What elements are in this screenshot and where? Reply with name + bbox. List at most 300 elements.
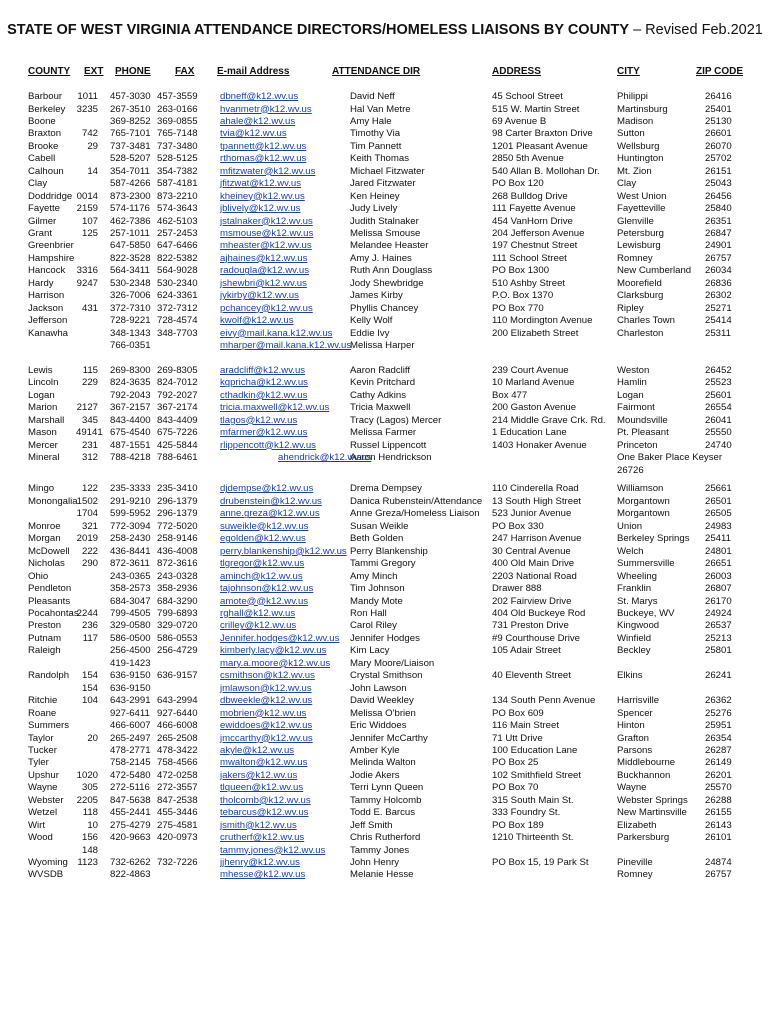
email-link[interactable]: ewiddoes@k12.wv.us bbox=[220, 720, 313, 731]
cell-ext: 290 bbox=[81, 558, 98, 570]
cell-addr: 110 Mordington Avenue bbox=[492, 315, 593, 327]
email-link[interactable]: rlippencott@k12.wv.us bbox=[220, 439, 316, 451]
cell-addr: 98 Carter Braxton Drive bbox=[492, 128, 593, 140]
cell-zip: 26501 bbox=[705, 495, 732, 507]
email-link[interactable]: ahale@k12.wv.us bbox=[220, 115, 296, 127]
table-row bbox=[0, 745, 770, 757]
table-row bbox=[0, 757, 770, 769]
cell-fax: 372-7312 bbox=[157, 302, 198, 314]
email-link[interactable]: mobrien@k12.wv.us bbox=[220, 707, 307, 719]
email-link[interactable]: tricia.maxwell@k12.wv.us bbox=[220, 402, 330, 414]
cell-phone: 636-9150 bbox=[110, 682, 151, 694]
table-row bbox=[0, 265, 770, 277]
cell-fax: 269-8305 bbox=[157, 364, 198, 376]
cell-phone: 462-7386 bbox=[110, 215, 151, 227]
cell-zip: 26070 bbox=[705, 140, 732, 152]
cell-ext: 1123 bbox=[77, 857, 98, 868]
cell-dir: Susan Weikle bbox=[350, 520, 409, 532]
cell-county: Summers bbox=[28, 720, 70, 731]
table-row bbox=[0, 869, 770, 881]
email-link[interactable]: jykirby@k12.wv.us bbox=[220, 290, 299, 302]
cell-addr: 1210 Thirteenth St. bbox=[492, 832, 574, 844]
cell-addr: 197 Chestnut Street bbox=[492, 240, 578, 252]
email-link[interactable]: kgpricha@k12.wv.us bbox=[220, 377, 308, 389]
cell-dir: David Neff bbox=[350, 91, 395, 102]
cell-city: Moundsville bbox=[617, 414, 668, 426]
cell-county: Wetzel bbox=[28, 807, 58, 819]
cell-ext: 229 bbox=[81, 377, 98, 389]
cell-fax: 728-4574 bbox=[157, 315, 198, 327]
page-title bbox=[0, 22, 770, 38]
cell-city: Williamson bbox=[617, 483, 664, 495]
cell-phone: 455-2441 bbox=[110, 807, 151, 819]
email-link[interactable]: jblively@k12.wv.us bbox=[220, 203, 301, 214]
cell-dir: Carol Riley bbox=[350, 620, 397, 632]
cell-county: Webster bbox=[28, 794, 64, 806]
cell-ext: 2205 bbox=[76, 794, 98, 806]
cell-dir: Michael Fitzwater bbox=[350, 165, 425, 177]
cell-city: Elizabeth bbox=[617, 819, 657, 831]
cell-ext: 107 bbox=[81, 215, 98, 227]
table-row bbox=[0, 116, 770, 128]
cell-zip: 25661 bbox=[705, 483, 732, 495]
email-link[interactable]: tlagos@k12.wv.us bbox=[220, 414, 298, 426]
cell-city: Summersville bbox=[617, 558, 675, 570]
cell-addr: 100 Education Lane bbox=[492, 744, 578, 756]
cell-fax: 354-7382 bbox=[157, 165, 198, 177]
email-link[interactable]: tlqueen@k12.wv.us bbox=[220, 782, 304, 794]
cell-county: Morgan bbox=[28, 533, 61, 545]
cell-phone: 530-2348 bbox=[110, 277, 151, 289]
cell-dir: Jennifer Hodges bbox=[350, 632, 420, 644]
cell-zip: 24874 bbox=[705, 857, 732, 868]
email-link[interactable]: tajohnson@k12.wv.us bbox=[220, 583, 314, 594]
email-link[interactable]: aminch@k12.wv.us bbox=[220, 570, 303, 582]
cell-county: Tyler bbox=[28, 757, 49, 769]
table-row bbox=[0, 546, 770, 558]
email-link[interactable]: Jennifer.hodges@k12.wv.us bbox=[220, 632, 340, 644]
cell-city: Martinsburg bbox=[617, 103, 668, 115]
email-link[interactable]: mfarmer@k12.wv.us bbox=[220, 427, 308, 439]
cell-fax: 272-3557 bbox=[157, 782, 198, 794]
cell-zip: 24801 bbox=[705, 545, 732, 557]
cell-county: Hampshire bbox=[28, 252, 75, 264]
cell-addr: 111 Fayette Avenue bbox=[492, 203, 576, 214]
email-link[interactable]: drubenstein@k12.wv.us bbox=[220, 495, 322, 507]
cell-county: Brooke bbox=[28, 140, 59, 152]
cell-phone: 675-4540 bbox=[110, 427, 151, 439]
cell-ext: 1011 bbox=[77, 91, 98, 102]
cell-zip: 25213 bbox=[705, 632, 732, 644]
cell-zip: 26151 bbox=[705, 165, 732, 177]
cell-phone: 927-6411 bbox=[110, 707, 150, 719]
table-row bbox=[0, 402, 770, 414]
email-link[interactable]: rthomas@k12.wv.us bbox=[220, 153, 307, 165]
email-link[interactable]: cthadkin@k12.wv.us bbox=[220, 389, 308, 401]
cell-addr: Box 477 bbox=[492, 389, 528, 401]
cell-zip: 24740 bbox=[705, 439, 732, 451]
email-link[interactable]: tammy.jones@k12.wv.us bbox=[220, 844, 326, 856]
header-address: ADDRESS bbox=[492, 66, 541, 77]
email-link[interactable]: mwalton@k12.wv.us bbox=[220, 757, 308, 769]
cell-dir: Hal Van Metre bbox=[350, 103, 411, 115]
cell-dir: Tricia Maxwell bbox=[350, 402, 411, 414]
cell-fax: 586-0553 bbox=[157, 632, 198, 644]
cell-ext: 312 bbox=[81, 452, 98, 463]
table-row bbox=[0, 708, 770, 720]
cell-fax: 472-0258 bbox=[157, 769, 198, 781]
cell-dir: Mary Moore/Liaison bbox=[350, 657, 435, 669]
cell-fax: 822-5382 bbox=[157, 252, 198, 264]
cell-county: Tucker bbox=[28, 744, 57, 756]
cell-phone: 466-6007 bbox=[110, 720, 151, 731]
cell-zip: 25570 bbox=[705, 782, 732, 794]
email-link[interactable]: jmlawson@k12.wv.us bbox=[220, 682, 312, 694]
cell-fax: 799-6893 bbox=[157, 608, 198, 619]
cell-city: New Cumberland bbox=[617, 265, 692, 277]
table-row bbox=[0, 153, 770, 165]
table-row bbox=[0, 240, 770, 252]
cell-ext: 49141 bbox=[76, 427, 103, 439]
cell-county: McDowell bbox=[28, 545, 70, 557]
cell-county: Hardy bbox=[28, 277, 54, 289]
cell-county: Fayette bbox=[28, 203, 60, 214]
cell-fax: 574-3643 bbox=[157, 203, 198, 214]
email-link[interactable]: msmouse@k12.wv.us bbox=[220, 227, 314, 239]
cell-addr: 268 Bulldog Drive bbox=[492, 190, 568, 202]
cell-zip: 25601 bbox=[705, 389, 732, 401]
table-row bbox=[0, 558, 770, 570]
table-row bbox=[0, 465, 770, 477]
cell-fax: 732-7226 bbox=[157, 857, 198, 868]
cell-phone: 420-9663 bbox=[110, 832, 151, 844]
cell-fax: 737-3480 bbox=[157, 140, 198, 152]
cell-zip: 26757 bbox=[705, 869, 732, 881]
cell-zip: 26456 bbox=[705, 190, 732, 202]
email-link[interactable]: dbweekle@k12.wv.us bbox=[220, 695, 313, 707]
cell-phone: 758-2145 bbox=[110, 757, 151, 769]
cell-zip: 25043 bbox=[705, 178, 732, 190]
cell-dir: John Lawson bbox=[350, 682, 407, 694]
cell-addr: PO Box 70 bbox=[492, 782, 539, 794]
cell-ext: 2244 bbox=[76, 608, 98, 619]
cell-zip: 25550 bbox=[705, 427, 732, 439]
email-link[interactable]: tvia@k12.wv.us bbox=[220, 128, 287, 140]
cell-zip: 26351 bbox=[705, 215, 732, 227]
cell-dir: Judy Lively bbox=[350, 203, 398, 214]
email-link[interactable]: radougla@k12.wv.us bbox=[220, 265, 310, 277]
cell-ext: 742 bbox=[81, 128, 98, 140]
cell-fax: 758-4566 bbox=[157, 757, 198, 769]
cell-dir: Beth Golden bbox=[350, 533, 404, 545]
email-link[interactable]: tpannett@k12.wv.us bbox=[220, 140, 307, 152]
cell-dir: Drema Dempsey bbox=[350, 483, 422, 495]
cell-addr: 40 Eleventh Street bbox=[492, 670, 571, 682]
email-link[interactable]: crilley@k12.wv.us bbox=[220, 620, 297, 632]
cell-city: Parsons bbox=[617, 744, 653, 756]
cell-dir: Eddie Ivy bbox=[350, 327, 390, 339]
table-row bbox=[0, 315, 770, 327]
cell-dir: Amber Kyle bbox=[350, 744, 400, 756]
table-row bbox=[0, 340, 770, 352]
cell-county: Hancock bbox=[28, 265, 66, 277]
cell-city: Elkins bbox=[617, 670, 643, 682]
cell-ext: 117 bbox=[82, 632, 98, 644]
email-link[interactable]: kimberly.lacy@k12.wv.us bbox=[220, 645, 327, 657]
cell-city: Berkeley Springs bbox=[617, 533, 690, 545]
cell-phone: 267-3510 bbox=[110, 103, 151, 115]
cell-addr: 45 School Street bbox=[492, 91, 563, 102]
cell-city: West Union bbox=[617, 190, 667, 202]
cell-addr: 404 Old Buckeye Rod bbox=[492, 608, 586, 619]
header-email: E-mail Address bbox=[217, 66, 290, 77]
email-link[interactable]: jshewbri@k12.wv.us bbox=[220, 277, 307, 289]
cell-zip: 26143 bbox=[705, 819, 732, 831]
email-link[interactable]: tlgregor@k12.wv.us bbox=[220, 558, 305, 570]
cell-fax: 256-4729 bbox=[157, 645, 198, 657]
email-link[interactable]: jakers@k12.wv.us bbox=[220, 769, 298, 781]
cell-phone: 235-3333 bbox=[110, 483, 151, 495]
cell-fax: 296-1379 bbox=[157, 508, 198, 520]
email-link[interactable]: eivy@mail.kana.k12.wv.us bbox=[220, 327, 333, 339]
cell-addr: 71 Utt Drive bbox=[492, 732, 543, 744]
cell-dir: Jodie Akers bbox=[350, 769, 400, 781]
cell-zip: 26601 bbox=[705, 128, 732, 140]
cell-addr: 1201 Pleasant Avenue bbox=[492, 140, 588, 152]
cell-addr: 523 Junior Avenue bbox=[492, 508, 572, 520]
cell-ext: 2127 bbox=[76, 402, 98, 414]
cell-zip: 25401 bbox=[705, 103, 732, 115]
cell-phone: 436-8441 bbox=[110, 545, 151, 557]
cell-zip: 26034 bbox=[705, 265, 732, 277]
cell-county: Raleigh bbox=[28, 645, 61, 657]
email-link[interactable]: pchancey@k12.wv.us bbox=[220, 302, 313, 314]
email-link[interactable]: csmithson@k12.wv.us bbox=[220, 670, 315, 682]
cell-fax: 792-2027 bbox=[157, 389, 198, 401]
table-row bbox=[0, 633, 770, 645]
cell-dir: Judith Stalnaker bbox=[350, 215, 419, 227]
cell-county: Lincoln bbox=[28, 377, 59, 389]
table-row bbox=[0, 670, 770, 682]
cell-county: Mineral bbox=[28, 452, 60, 463]
table-row bbox=[0, 178, 770, 190]
cell-fax: 478-3422 bbox=[157, 744, 198, 756]
cell-dir: Tracy (Lagos) Mercer bbox=[350, 414, 442, 426]
table-row bbox=[0, 620, 770, 632]
cell-ext: 122 bbox=[81, 483, 98, 495]
cell-phone: 291-9210 bbox=[110, 495, 151, 507]
cell-dir: Tammi Gregory bbox=[350, 558, 416, 570]
email-link[interactable]: mary.a.moore@k12.wv.us bbox=[220, 657, 331, 669]
email-link[interactable]: djdempse@k12.wv.us bbox=[220, 483, 314, 495]
cell-fax: 788-6461 bbox=[157, 452, 198, 463]
cell-zip: 26101 bbox=[705, 832, 732, 844]
cell-city: Fayetteville bbox=[617, 203, 666, 214]
email-link[interactable]: kwolf@k12.wv.us bbox=[220, 315, 294, 327]
cell-county: Calhoun bbox=[28, 165, 64, 177]
email-link[interactable]: tholcomb@k12.wv.us bbox=[220, 794, 311, 806]
cell-dir: James Kirby bbox=[350, 290, 403, 302]
email-link[interactable]: anne.greza@k12.wv.us bbox=[220, 508, 320, 520]
cell-phone: 258-2430 bbox=[110, 533, 151, 545]
cell-zip: 25311 bbox=[705, 327, 731, 339]
cell-zip: 26537 bbox=[705, 620, 732, 632]
table-row bbox=[0, 377, 770, 389]
cell-phone: 478-2771 bbox=[110, 744, 151, 756]
email-link[interactable]: jstalnaker@k12.wv.us bbox=[220, 215, 313, 227]
cell-phone: 419-1423 bbox=[110, 657, 151, 669]
email-link[interactable]: jmccarthy@k12.wv.us bbox=[220, 732, 313, 744]
cell-dir: Jody Shewbridge bbox=[350, 277, 424, 289]
cell-fax: 587-4181 bbox=[157, 178, 198, 190]
cell-addr: 202 Fairview Drive bbox=[492, 595, 572, 607]
cell-ext: 20 bbox=[87, 732, 98, 744]
cell-county: Randolph bbox=[28, 670, 70, 682]
cell-phone: 799-4505 bbox=[110, 608, 151, 619]
cell-dir: Todd E. Barcus bbox=[350, 807, 416, 819]
cell-city: Weston bbox=[617, 364, 650, 376]
cell-phone: 272-5116 bbox=[110, 782, 150, 794]
cell-addr: 111 School Street bbox=[492, 252, 567, 264]
email-link[interactable]: perry.blankenship@k12.wv.us bbox=[220, 545, 347, 557]
table-row bbox=[0, 496, 770, 508]
table-row bbox=[0, 440, 770, 452]
cell-addr: P.O. Box 1370 bbox=[492, 290, 554, 302]
email-link[interactable]: aradcliff@k12.wv.us bbox=[220, 364, 306, 376]
email-link[interactable]: akyle@k12.wv.us bbox=[220, 744, 295, 756]
email-link[interactable]: mheaster@k12.wv.us bbox=[220, 240, 312, 252]
cell-addr: PO Box 25 bbox=[492, 757, 539, 769]
cell-phone: 684-3047 bbox=[110, 595, 151, 607]
email-link[interactable]: crutherf@k12.wv.us bbox=[220, 832, 305, 844]
cell-addr: 69 Avenue B bbox=[492, 115, 547, 127]
cell-county: Wirt bbox=[28, 819, 46, 831]
cell-city: Union bbox=[617, 520, 643, 532]
cell-zip: 26836 bbox=[705, 277, 732, 289]
cell-phone: 457-3030 bbox=[110, 91, 151, 102]
table-row bbox=[0, 191, 770, 203]
email-link[interactable]: ajhaines@k12.wv.us bbox=[220, 252, 308, 264]
email-link[interactable]: kheiney@k12.wv.us bbox=[220, 190, 305, 202]
cell-zip: 25951 bbox=[705, 720, 732, 731]
cell-dir: Kevin Pritchard bbox=[350, 377, 416, 389]
cell-county: Harrison bbox=[28, 290, 65, 302]
cell-addr: PO Box 1300 bbox=[492, 265, 550, 277]
cell-dir: Jennifer McCarthy bbox=[350, 732, 428, 744]
email-link[interactable]: ahendrick@k12.wv.us bbox=[278, 452, 372, 463]
cell-fax: 466-6008 bbox=[157, 720, 198, 731]
cell-dir: Jeff Smith bbox=[350, 819, 393, 831]
cell-phone: 824-3635 bbox=[110, 377, 151, 389]
cell-fax: 455-3446 bbox=[157, 807, 198, 819]
table-row bbox=[0, 521, 770, 533]
cell-zip: 25523 bbox=[705, 377, 732, 389]
email-link[interactable]: egolden@k12.wv.us bbox=[220, 533, 306, 545]
cell-phone: 765-7101 bbox=[110, 128, 151, 140]
email-link[interactable]: jfitzwat@k12.wv.us bbox=[220, 178, 302, 190]
cell-city: Charleston bbox=[617, 327, 664, 339]
header-city: CITY bbox=[617, 66, 640, 77]
email-link[interactable]: mhesse@k12.wv.us bbox=[220, 869, 306, 881]
cell-ext: 125 bbox=[81, 227, 98, 239]
email-link[interactable]: amote@@k12.wv.us bbox=[220, 595, 309, 607]
cell-addr: 1 Education Lane bbox=[492, 427, 567, 439]
email-link[interactable]: mharper@mail.kana.k12.wv.us bbox=[220, 340, 352, 351]
cell-city: Moorefield bbox=[617, 277, 662, 289]
cell-fax: 257-2453 bbox=[157, 227, 198, 239]
cell-fax: 369-0855 bbox=[157, 115, 198, 127]
cell-fax: 872-3616 bbox=[157, 558, 198, 570]
cell-zip: 26554 bbox=[705, 402, 732, 414]
email-link[interactable]: suweikle@k12.wv.us bbox=[220, 520, 309, 532]
cell-dir: Amy Minch bbox=[350, 570, 398, 582]
cell-phone: 643-2991 bbox=[110, 695, 151, 707]
table-row bbox=[0, 733, 770, 745]
cell-county: Preston bbox=[28, 620, 62, 632]
cell-city: 26726 bbox=[617, 464, 644, 476]
cell-ext: 148 bbox=[81, 844, 98, 856]
email-link[interactable]: hvanmetr@k12.wv.us bbox=[220, 103, 312, 115]
cell-county: WVSDB bbox=[28, 869, 64, 881]
cell-dir: Melissa Harper bbox=[350, 340, 415, 351]
cell-addr: PO Box 770 bbox=[492, 302, 544, 314]
cell-dir: Russel Lippencott bbox=[350, 439, 427, 451]
header-ext: EXT bbox=[84, 66, 104, 77]
cell-city: Middlebourne bbox=[617, 757, 676, 769]
cell-fax: 624-3361 bbox=[157, 290, 198, 302]
cell-dir: Aaron Hendrickson bbox=[350, 452, 432, 463]
cell-city: Charles Town bbox=[617, 315, 675, 327]
cell-county: Roane bbox=[28, 707, 57, 719]
email-link[interactable]: jjhenry@k12.wv.us bbox=[220, 857, 300, 868]
table-row bbox=[0, 203, 770, 215]
cell-fax: 530-2340 bbox=[157, 277, 198, 289]
cell-fax: 436-4008 bbox=[157, 545, 198, 557]
cell-phone: 329-0580 bbox=[110, 620, 151, 632]
table-row bbox=[0, 253, 770, 265]
cell-phone: 265-2497 bbox=[110, 732, 151, 744]
cell-dir: John Henry bbox=[350, 857, 400, 868]
cell-phone: 367-2157 bbox=[110, 402, 151, 414]
cell-dir: Ruth Ann Douglass bbox=[350, 265, 433, 277]
cell-ext: 104 bbox=[81, 695, 98, 707]
email-link[interactable]: mfitzwater@k12.wv.us bbox=[220, 165, 316, 177]
cell-fax: 265-2508 bbox=[157, 732, 198, 744]
cell-city: Beckley bbox=[617, 645, 651, 657]
cell-county: Mingo bbox=[28, 483, 55, 495]
cell-phone: 599-5952 bbox=[110, 508, 151, 520]
email-link[interactable]: dbneff@k12.wv.us bbox=[220, 91, 299, 102]
cell-zip: 26416 bbox=[705, 91, 732, 102]
email-link[interactable]: rghall@k12.wv.us bbox=[220, 608, 296, 619]
cell-city: Grafton bbox=[617, 732, 649, 744]
cell-county: Marion bbox=[28, 402, 58, 414]
cell-addr: 510 Ashby Street bbox=[492, 277, 566, 289]
cell-fax: 927-6440 bbox=[157, 707, 198, 719]
table-row bbox=[0, 683, 770, 695]
cell-phone: 822-4863 bbox=[110, 869, 151, 881]
cell-phone: 732-6262 bbox=[110, 857, 151, 868]
cell-city: Philippi bbox=[617, 91, 648, 102]
cell-ext: 222 bbox=[81, 545, 98, 557]
cell-addr: 333 Foundry St. bbox=[492, 807, 561, 819]
cell-addr: PO Box 120 bbox=[492, 178, 544, 190]
cell-city: Franklin bbox=[617, 583, 652, 594]
table-row bbox=[0, 645, 770, 657]
email-link[interactable]: tebarcus@k12.wv.us bbox=[220, 807, 309, 819]
email-link[interactable]: jsmith@k12.wv.us bbox=[220, 819, 297, 831]
cell-city: Sutton bbox=[617, 128, 645, 140]
